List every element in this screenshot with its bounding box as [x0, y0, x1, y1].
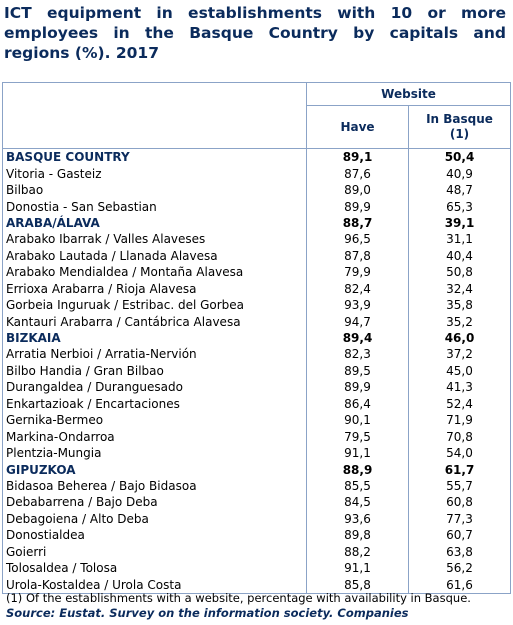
value-have: 89,9: [307, 198, 409, 214]
table-row: [3, 297, 511, 313]
table-row: [3, 461, 511, 477]
value-have: 84,5: [307, 494, 409, 510]
table-row: [3, 494, 511, 510]
row-label: Donostialdea: [3, 527, 307, 543]
value-in-basque: 60,8: [409, 494, 511, 510]
value-in-basque: 55,7: [409, 478, 511, 494]
header-website: Website: [307, 83, 511, 106]
value-have: 82,4: [307, 281, 409, 297]
value-have: 91,1: [307, 445, 409, 461]
row-label: Bilbo Handia / Gran Bilbao: [3, 363, 307, 379]
table-row: [3, 182, 511, 198]
table-row: [3, 560, 511, 576]
table-row: [3, 231, 511, 247]
value-in-basque: 56,2: [409, 560, 511, 576]
table-row: [3, 445, 511, 461]
row-label: Debabarrena / Bajo Deba: [3, 494, 307, 510]
value-in-basque: 70,8: [409, 428, 511, 444]
header-in-basque: In Basque (1): [409, 106, 511, 149]
table-row: [3, 379, 511, 395]
value-in-basque: 54,0: [409, 445, 511, 461]
table-body: [3, 149, 511, 594]
value-in-basque: 45,0: [409, 363, 511, 379]
value-in-basque: 40,4: [409, 248, 511, 264]
value-in-basque: 46,0: [409, 330, 511, 346]
row-label: ARABA/ÁLAVA: [3, 215, 307, 231]
value-have: 89,0: [307, 182, 409, 198]
row-label: Markina-Ondarroa: [3, 428, 307, 444]
value-have: 82,3: [307, 346, 409, 362]
value-in-basque: 61,7: [409, 461, 511, 477]
table-title: ICT equipment in establishments with 10 or more employees in the Basque Country by capitals and regions (%). 2017: [4, 4, 506, 62]
value-have: 91,1: [307, 560, 409, 576]
value-in-basque: 35,8: [409, 297, 511, 313]
value-in-basque: 48,7: [409, 182, 511, 198]
row-label: Errioxa Arabarra / Rioja Alavesa: [3, 281, 307, 297]
value-in-basque: 77,3: [409, 511, 511, 527]
value-have: 89,4: [307, 330, 409, 346]
table-row: [3, 412, 511, 428]
row-label: Enkartazioak / Encartaciones: [3, 396, 307, 412]
row-label: Plentzia-Mungia: [3, 445, 307, 461]
value-in-basque: 32,4: [409, 281, 511, 297]
value-in-basque: 41,3: [409, 379, 511, 395]
table-row: [3, 248, 511, 264]
value-in-basque: 52,4: [409, 396, 511, 412]
row-label: Tolosaldea / Tolosa: [3, 560, 307, 576]
row-label: Urola-Kostaldea / Urola Costa: [3, 576, 307, 593]
table-row: [3, 346, 511, 362]
value-in-basque: 31,1: [409, 231, 511, 247]
table-row: [3, 281, 511, 297]
value-have: 87,8: [307, 248, 409, 264]
header-corner: [3, 83, 307, 149]
row-label: Bilbao: [3, 182, 307, 198]
table-row: [3, 511, 511, 527]
value-in-basque: 35,2: [409, 313, 511, 329]
table-row: [3, 527, 511, 543]
value-in-basque: 63,8: [409, 544, 511, 560]
table-row: [3, 363, 511, 379]
value-have: 79,5: [307, 428, 409, 444]
value-have: 93,6: [307, 511, 409, 527]
value-have: 93,9: [307, 297, 409, 313]
value-in-basque: 65,3: [409, 198, 511, 214]
value-have: 94,7: [307, 313, 409, 329]
row-label: Arabako Lautada / Llanada Alavesa: [3, 248, 307, 264]
value-in-basque: 50,8: [409, 264, 511, 280]
row-label: Arabako Mendialdea / Montaña Alavesa: [3, 264, 307, 280]
value-in-basque: 37,2: [409, 346, 511, 362]
row-label: BASQUE COUNTRY: [3, 149, 307, 166]
header-have: Have: [307, 106, 409, 149]
table-row: [3, 428, 511, 444]
row-label: Bidasoa Beherea / Bajo Bidasoa: [3, 478, 307, 494]
row-label: Gernika-Bermeo: [3, 412, 307, 428]
table-row: [3, 396, 511, 412]
row-label: Durangaldea / Duranguesado: [3, 379, 307, 395]
value-have: 89,5: [307, 363, 409, 379]
value-have: 89,8: [307, 527, 409, 543]
row-label: Goierri: [3, 544, 307, 560]
table-row: [3, 165, 511, 181]
row-label: Kantauri Arabarra / Cantábrica Alavesa: [3, 313, 307, 329]
table-row: [3, 330, 511, 346]
value-have: 90,1: [307, 412, 409, 428]
row-label: Vitoria - Gasteiz: [3, 165, 307, 181]
table-row: [3, 198, 511, 214]
row-label: Debagoiena / Alto Deba: [3, 511, 307, 527]
data-table: [2, 82, 511, 594]
value-have: 88,9: [307, 461, 409, 477]
table-row: [3, 264, 511, 280]
row-label: Arratia Nerbioi / Arratia-Nervión: [3, 346, 307, 362]
value-have: 89,9: [307, 379, 409, 395]
table-row: [3, 478, 511, 494]
value-have: 88,2: [307, 544, 409, 560]
row-label: BIZKAIA: [3, 330, 307, 346]
value-have: 85,8: [307, 576, 409, 593]
value-in-basque: 71,9: [409, 412, 511, 428]
footnote: (1) Of the establishments with a website, percentage with availability in Basque.: [6, 591, 471, 605]
row-label: Gorbeia Inguruak / Estribac. del Gorbea: [3, 297, 307, 313]
value-have: 88,7: [307, 215, 409, 231]
value-have: 86,4: [307, 396, 409, 412]
value-have: 87,6: [307, 165, 409, 181]
value-have: 96,5: [307, 231, 409, 247]
value-have: 89,1: [307, 149, 409, 166]
table-row: [3, 149, 511, 166]
table-row: [3, 544, 511, 560]
value-in-basque: 40,9: [409, 165, 511, 181]
table-row: [3, 215, 511, 231]
row-label: GIPUZKOA: [3, 461, 307, 477]
value-in-basque: 60,7: [409, 527, 511, 543]
value-have: 85,5: [307, 478, 409, 494]
table-row: [3, 313, 511, 329]
value-in-basque: 50,4: [409, 149, 511, 166]
value-have: 79,9: [307, 264, 409, 280]
value-in-basque: 39,1: [409, 215, 511, 231]
value-in-basque: 61,6: [409, 576, 511, 593]
row-label: Donostia - San Sebastian: [3, 198, 307, 214]
source-line: Source: Eustat. Survey on the information society. Companies: [6, 606, 409, 620]
row-label: Arabako Ibarrak / Valles Alaveses: [3, 231, 307, 247]
